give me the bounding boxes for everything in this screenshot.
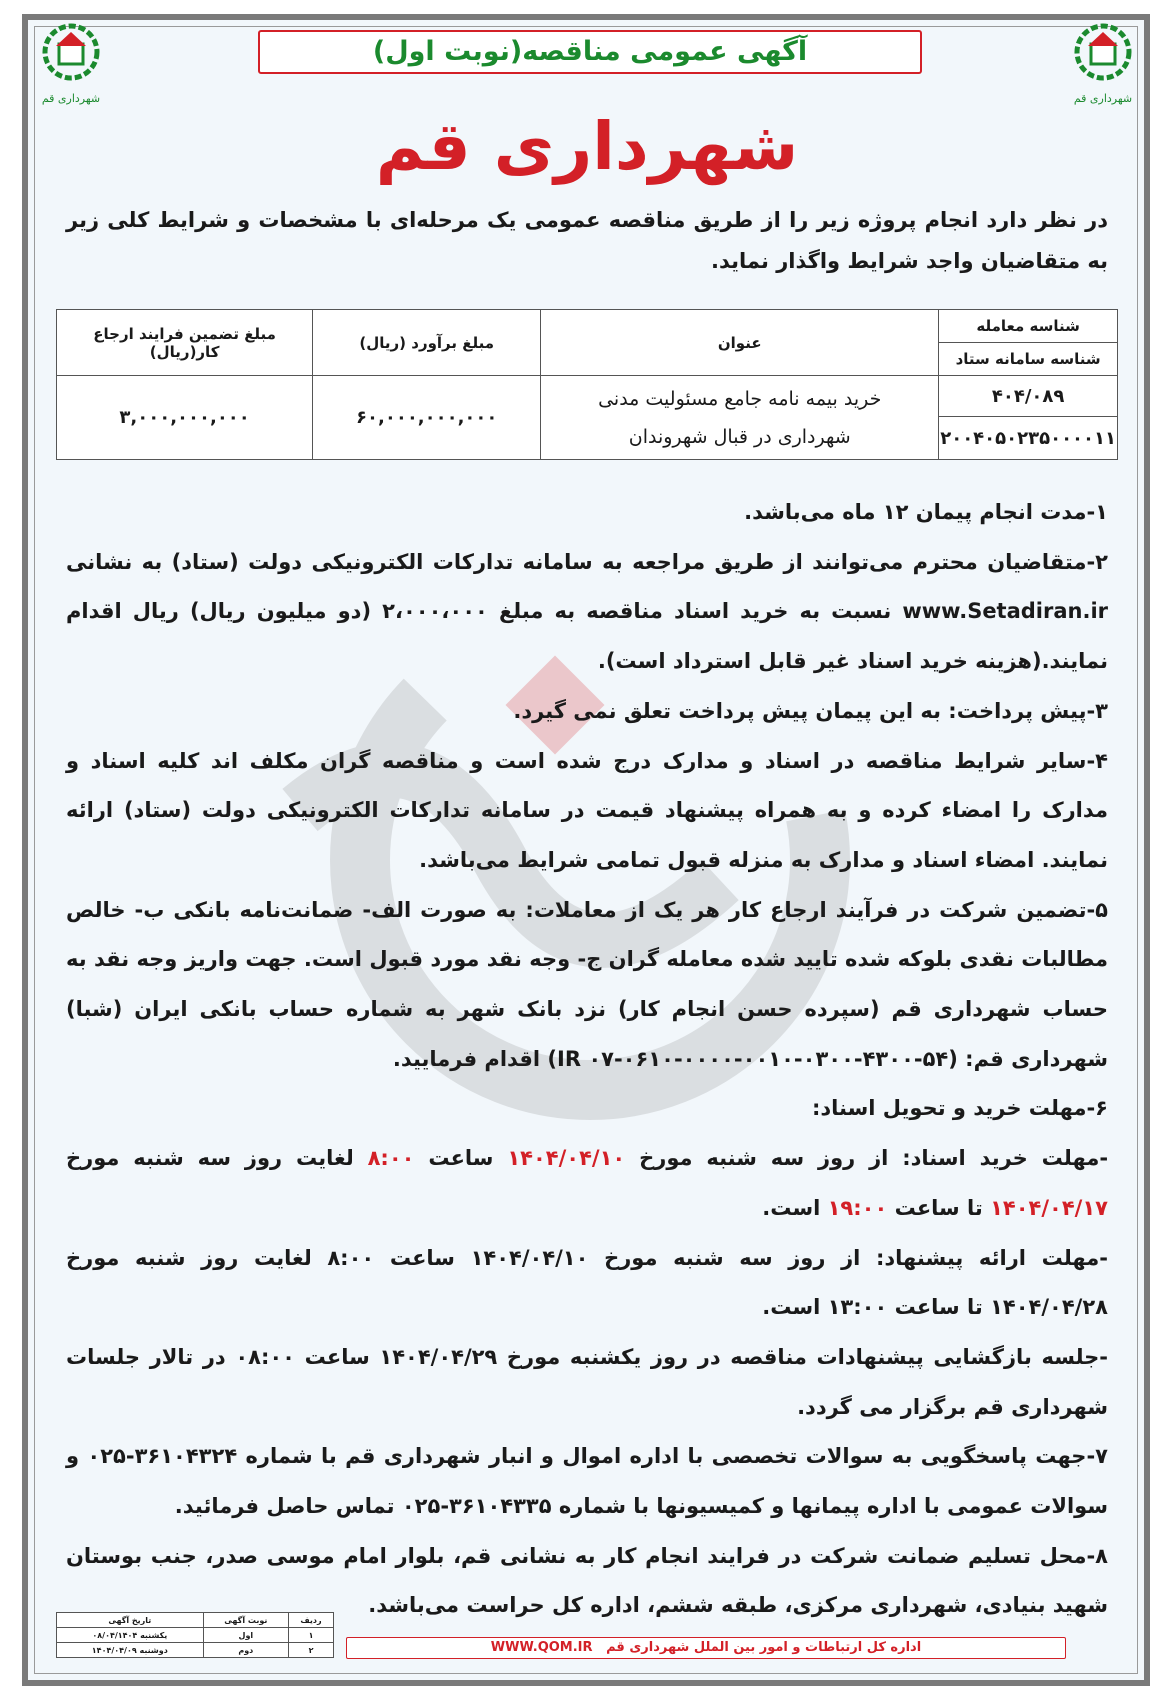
- footer-credit-text: اداره کل ارتباطات و امور بین الملل شهرداری قم: [606, 1640, 922, 1655]
- header-setad-id: شناسه سامانه ستاد: [939, 343, 1118, 376]
- publication-schedule: [56, 1612, 334, 1658]
- schedule-cell: یکشنبه ۰۸/۰۴/۱۴۰۴: [57, 1628, 204, 1643]
- header-deal-id: شناسه معامله: [939, 310, 1118, 343]
- clause-2: [66, 538, 1108, 687]
- purchase-end-date: ۱۴۰۴/۰۴/۱۷: [990, 1195, 1108, 1220]
- schedule-cell: اول: [203, 1628, 288, 1643]
- schedule-cell: ۱: [289, 1628, 334, 1643]
- setadiran-link[interactable]: www.Setadiran.ir: [902, 599, 1109, 624]
- clause-5-text-b: اقدام فرمایید.: [392, 1046, 541, 1071]
- cell-setad-id: ۲۰۰۴۰۵۰۲۳۵۰۰۰۰۱۱: [939, 417, 1118, 460]
- page-title: شهرداری قم: [375, 108, 799, 185]
- iban-number: (IR ۰۷-۰۶۱۰-۰۰۰۰-۰۰۱۰-۰۳۰۰-۴۳۰۰-۵۴): [547, 1046, 958, 1071]
- purchase-start-date: ۱۴۰۴/۰۴/۱۰: [507, 1146, 626, 1171]
- cell-title-line2: شهرداری در قبال شهروندان: [628, 425, 851, 448]
- cell-estimate: ۶۰,۰۰۰,۰۰۰,۰۰۰: [313, 376, 541, 460]
- footer-credit: [346, 1637, 1066, 1659]
- header-guarantee: مبلغ تضمین فرایند ارجاع کار(ریال): [57, 310, 313, 376]
- tender-banner: آگهی عمومی مناقصه(نوبت اول): [258, 30, 922, 74]
- purchase-start-time: ۸:۰۰: [367, 1146, 415, 1171]
- clause-5-text-a: ۵-تضمین شرکت در فرآیند ارجاع کار هر یک از معاملات: به صورت الف- ضمانت‌نامه بانکی ب- خالص مطالبات نقدی بلوکه شده تایید شده معامله گران ج- وجه نقد مورد قبول است. جهت واریز وجه نقد به حساب شهرداری قم (سپرده حسن انجام کار) نزد بانک شهر به شماره حساب بانکی ایران (شبا) شهرداری قم:: [66, 897, 1108, 1071]
- clause-1: ۱-مدت انجام پیمان ۱۲ ماه می‌باشد.: [744, 500, 1108, 524]
- clause-2-text-b: نسبت به خرید اسناد مناقصه به مبلغ ۲،۰۰۰،۰۰۰ (دو میلیون ریال) ریال اقدام نمایند.(هزینه خرید اسناد غیر قابل استرداد است).: [66, 599, 1108, 674]
- clauses: [66, 488, 1108, 1631]
- clause-6: ۶-مهلت خرید و تحویل اسناد:: [811, 1096, 1108, 1121]
- purchase-text-d: تا ساعت: [894, 1195, 983, 1220]
- purchase-text-b: ساعت: [428, 1146, 494, 1171]
- clause-5: [66, 886, 1108, 1085]
- header-estimate: مبلغ برآورد (ریال): [313, 310, 541, 376]
- clause-6-purchase-deadline: [66, 1134, 1108, 1233]
- clause-7: ۷-جهت پاسخگویی به سوالات تخصصی با اداره اموال و انبار شهرداری قم با شماره ۳۶۱۰۴۳۲۴-۰۲۵ و سوالات عمومی با اداره پیمانها و کمیسیونها با شماره ۳۶۱۰۴۳۳۵-۰۲۵ تماس حاصل فرمائید.: [66, 1444, 1108, 1519]
- clause-4: ۴-سایر شرایط مناقصه در اسناد و مدارک درج شده است و مناقصه گران مکلف اند کلیه اسناد و مدارک را امضاء کرده و به همراه پیشنهاد قیمت در سامانه تدارکات الکترونیکی دولت (ستاد) ارائه نمایند. امضاء اسناد و مدارک به منزله قبول تمامی شرایط می‌باشد.: [66, 748, 1108, 872]
- purchase-text-a: -مهلت خرید اسناد: از روز سه شنبه مورخ: [639, 1146, 1109, 1171]
- tender-table: [56, 309, 1118, 460]
- schedule-row: [57, 1628, 334, 1643]
- cell-deal-id: ۴۰۴/۰۸۹: [939, 376, 1118, 417]
- schedule-cell: دوشنبه ۱۴۰۴/۰۴/۰۹: [57, 1643, 204, 1658]
- purchase-end-time: ۱۹:۰۰: [827, 1195, 888, 1220]
- schedule-header: نوبت آگهی: [203, 1613, 288, 1628]
- footer-site-link[interactable]: WWW.QOM.IR: [490, 1640, 593, 1655]
- intro-paragraph: در نظر دارد انجام پروژه زیر را از طریق مناقصه عمومی یک مرحله‌ای با مشخصات و شرایط کلی زیر به متقاضیان واجد شرایط واگذار نماید.: [66, 208, 1108, 273]
- purchase-text-e: است.: [762, 1195, 821, 1220]
- purchase-text-c: لغایت روز سه شنبه مورخ: [66, 1146, 354, 1171]
- schedule-header: ردیف: [289, 1613, 334, 1628]
- logo-text-right: شهرداری قم: [1073, 92, 1133, 105]
- municipality-logo-right: [1064, 22, 1142, 112]
- header-title: عنوان: [541, 310, 939, 376]
- cell-guarantee: ۳,۰۰۰,۰۰۰,۰۰۰: [57, 376, 313, 460]
- clause-2-text-a: ۲-متقاضیان محترم می‌توانند از طریق مراجعه به سامانه تدارکات الکترونیکی دولت (ستاد) به نشانی: [66, 549, 1108, 574]
- logo-text-left: شهرداری قم: [41, 92, 101, 105]
- schedule-row: [57, 1643, 334, 1658]
- schedule-cell: دوم: [203, 1643, 288, 1658]
- clause-8: ۸-محل تسلیم ضمانت شرکت در فرایند انجام کار به نشانی قم، بلوار امام موسی صدر، جنب بوستان شهید بنیادی، شهرداری مرکزی، طبقه ششم، اداره کل حراست می‌باشد.: [66, 1543, 1108, 1618]
- cell-title: [541, 376, 939, 460]
- clause-6-opening-session: -جلسه بازگشایی پیشنهادات مناقصه در روز یکشنبه مورخ ۱۴۰۴/۰۴/۲۹ ساعت ۰۸:۰۰ در تالار جلسات شهرداری قم برگزار می گردد.: [66, 1344, 1108, 1419]
- schedule-header: تاریخ آگهی: [57, 1613, 204, 1628]
- cell-title-line1: خرید بیمه نامه جامع مسئولیت مدنی: [598, 387, 882, 410]
- municipality-logo-left: [32, 22, 110, 112]
- clause-3: ۳-پیش پرداخت: به این پیمان پیش پرداخت تعلق نمی گیرد.: [513, 698, 1108, 723]
- schedule-cell: ۲: [289, 1643, 334, 1658]
- clause-6-offer-deadline: -مهلت ارائه پیشنهاد: از روز سه شنبه مورخ ۱۴۰۴/۰۴/۱۰ ساعت ۸:۰۰ لغایت روز شنبه مورخ ۱۴۰۴/۰۴/۲۸ تا ساعت ۱۳:۰۰ است.: [66, 1245, 1109, 1320]
